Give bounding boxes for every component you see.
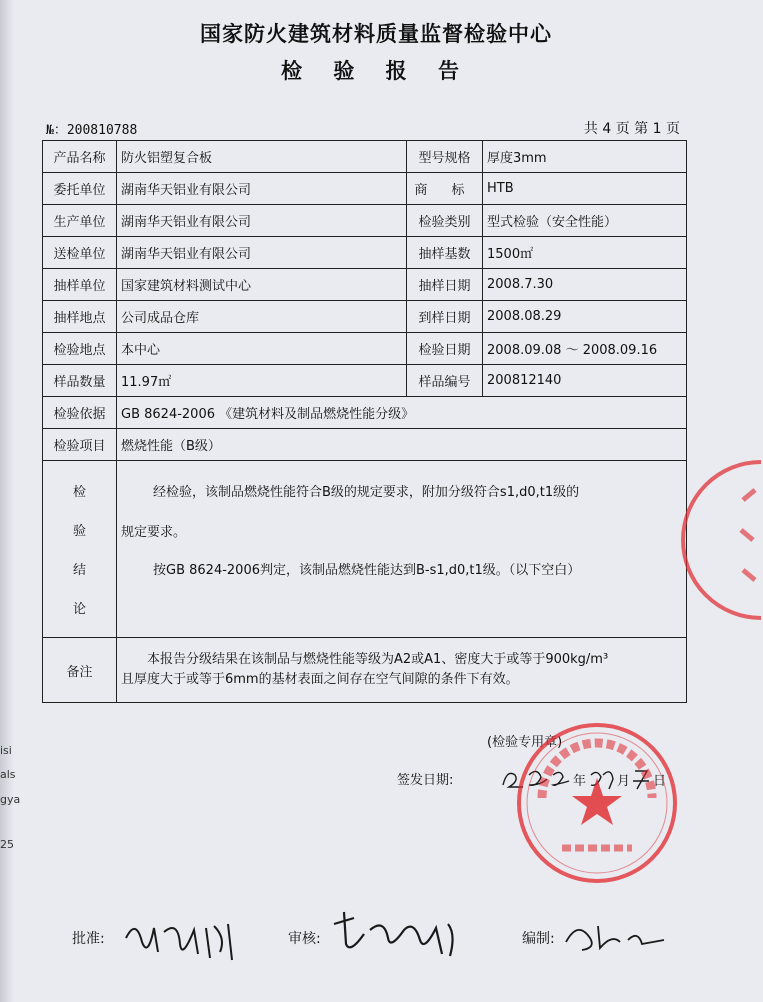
cell-value: 燃烧性能（B级）: [117, 429, 687, 461]
table-row: [43, 365, 687, 397]
cell-value: 2008.09.08 ～ 2008.09.16: [483, 333, 687, 365]
reviewer-signature: [324, 904, 464, 966]
note-row: [43, 638, 687, 703]
table-row: [43, 429, 687, 461]
cell-label: 检验日期: [407, 333, 483, 365]
cell-label: 抽样地点: [43, 301, 117, 333]
table-row: [43, 397, 687, 429]
cell-label: 生产单位: [43, 205, 117, 237]
cell-label: 检验类别: [407, 205, 483, 237]
margin-fragment: als: [0, 768, 16, 781]
cell-label: 送检单位: [43, 237, 117, 269]
partial-edge-stamp: [733, 460, 763, 620]
review-label: 审核:: [288, 931, 321, 947]
cell-value: 国家建筑材料测试中心: [117, 269, 407, 301]
cell-label: 到样日期: [407, 301, 483, 333]
cell-label: 型号规格: [407, 141, 483, 173]
margin-fragment: 25: [0, 838, 14, 851]
cell-label: 样品数量: [43, 365, 117, 397]
cell-value: 2008.7.30: [483, 269, 687, 301]
conclusion-row: [43, 461, 687, 638]
svg-text:年: 年: [573, 774, 587, 789]
table-row: [43, 301, 687, 333]
report-number: №：200810788: [46, 123, 138, 138]
table-row: [43, 173, 687, 205]
table-row: [43, 205, 687, 237]
cell-label: 样品编号: [407, 365, 483, 397]
conclusion-paragraph-2: 按GB 8624-2006判定，该制品燃烧性能达到B-s1,d0,t1级。（以下空白）: [153, 563, 581, 578]
compile-label: 编制:: [522, 931, 555, 947]
cell-value: 防火铝塑复合板: [117, 141, 407, 173]
svg-text:日: 日: [653, 774, 667, 789]
issue-date-label: 签发日期:: [397, 773, 454, 788]
cell-label: 商 标: [407, 173, 483, 205]
table-row: [43, 141, 687, 173]
table-row: [43, 237, 687, 269]
cell-value: 2008.08.29: [483, 301, 687, 333]
document-title: 国家防火建筑材料质量监督检验中心: [200, 22, 552, 46]
conclusion-label: [43, 461, 117, 638]
cell-value: 型式检验（安全性能）: [483, 205, 687, 237]
conclusion-paragraph-1-cont: 规定要求。: [121, 525, 187, 540]
conclusion-label-char: 结: [72, 563, 86, 578]
cell-value: 1500㎡: [483, 237, 687, 269]
left-page-edge: [0, 0, 14, 1002]
svg-text:月: 月: [617, 774, 631, 789]
cell-label: 抽样单位: [43, 269, 117, 301]
cell-value: 湖南华天铝业有限公司: [117, 237, 407, 269]
approver-signature: [118, 908, 248, 968]
conclusion-paragraph-1: 经检验，该制品燃烧性能符合B级的规定要求，附加分级符合s1,d0,t1级的: [153, 485, 580, 500]
table-row: [43, 333, 687, 365]
cell-value: 公司成品仓库: [117, 301, 407, 333]
document-subtitle: 检 验 报 告: [281, 59, 471, 83]
cell-value: 200812140: [483, 365, 687, 397]
conclusion-label-char: 检: [72, 485, 86, 500]
cell-value: 湖南华天铝业有限公司: [117, 173, 407, 205]
margin-fragment: isi: [0, 744, 12, 757]
cell-value: GB 8624-2006 《建筑材料及制品燃烧性能分级》: [117, 397, 687, 429]
cell-value: 厚度3mm: [483, 141, 687, 173]
compiler-signature: [560, 912, 670, 956]
page-info: 共 4 页 第 1 页: [583, 121, 680, 137]
cell-label: 检验依据: [43, 397, 117, 429]
cell-value: HTB: [483, 173, 687, 205]
report-table: [42, 140, 687, 789]
approve-label: 批准:: [72, 931, 105, 947]
inspection-seal-stamp: [512, 718, 682, 888]
conclusion-label-char: 验: [72, 524, 86, 539]
cell-value: 本中心: [117, 333, 407, 365]
note-body: [117, 638, 687, 703]
note-label: 备注: [43, 638, 117, 703]
margin-fragment: gya: [0, 793, 21, 806]
note-line-2: 且厚度大于或等于6mm的基材表面之间存在空气间隙的条件下有效。: [121, 672, 519, 687]
note-line-1: 本报告分级结果在该制品与燃烧性能等级为A2或A1、密度大于或等于900kg/m³: [147, 652, 609, 667]
cell-label: 检验项目: [43, 429, 117, 461]
cell-value: 11.97㎡: [117, 365, 407, 397]
cell-label: 抽样基数: [407, 237, 483, 269]
cell-label: 委托单位: [43, 173, 117, 205]
cell-value: 湖南华天铝业有限公司: [117, 205, 407, 237]
seal-label: (检验专用章): [487, 735, 563, 750]
cell-label: 检验地点: [43, 333, 117, 365]
table-row: [43, 269, 687, 301]
conclusion-label-char: 论: [72, 602, 86, 617]
cell-label: 产品名称: [43, 141, 117, 173]
cell-label: 抽样日期: [407, 269, 483, 301]
